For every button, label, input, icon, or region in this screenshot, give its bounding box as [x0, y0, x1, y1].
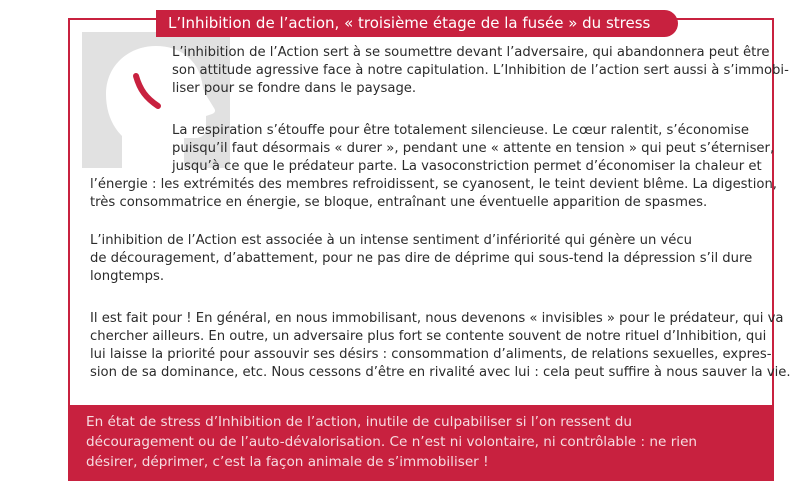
footer-line: désirer, déprimer, c’est la façon animale de s’immobiliser !: [86, 454, 489, 470]
text-line: l’énergie : les extrémités des membres refroidissent, se cyanosent, le teint devient blême. La digestion,: [90, 177, 778, 192]
text-line: puisqu’il faut désormais « durer », pendant une « attente en tension » qui peut s’éterniser,: [172, 141, 775, 156]
text-line: La respiration s’étouffe pour être totalement silencieuse. Le cœur ralentit, s’économise: [172, 123, 749, 138]
text-line: son attitude agressive face à notre capitulation. L’Inhibition de l’action sert aussi à s’immobi-: [172, 63, 789, 78]
text-line: de découragement, d’abattement, pour ne pas dire de déprime qui sous-tend la dépression s’il dure: [90, 251, 753, 266]
text-line: très consommatrice en énergie, se bloque, entraînant une éventuelle apparition de spasmes.: [90, 195, 708, 210]
text-line: lui laisse la priorité pour assouvir ses désirs : consommation d’aliments, de relations sexuelles, expres-: [90, 347, 772, 362]
paragraph-3: [90, 232, 752, 286]
text-line: L’inhibition de l’Action est associée à un intense sentiment d’infériorité qui génère un vécu: [90, 233, 693, 248]
paragraph-1: [172, 44, 789, 98]
text-line: longtemps.: [90, 269, 165, 284]
text-line: jusqu’à ce que le prédateur parte. La vasoconstriction permet d’économiser la chaleur et: [172, 159, 762, 174]
text-line: L’inhibition de l’Action sert à se soumettre devant l’adversaire, qui abandonnera peut être: [172, 45, 770, 60]
text-line: liser pour se fondre dans le paysage.: [172, 81, 417, 96]
footer-line: découragement ou de l’auto-dévalorisation. Ce n’est ni volontaire, ni contrôlable : ne rien: [86, 434, 698, 450]
paragraph-2: [90, 122, 777, 212]
text-line: Il est fait pour ! En général, en nous immobilisant, nous devenons « invisibles » pour le prédateur, qui va: [90, 311, 784, 326]
paragraph-4: [90, 310, 791, 382]
footer-line: En état de stress d’Inhibition de l’action, inutile de culpabiliser si l’on ressent du: [86, 414, 632, 430]
title-banner: L’Inhibition de l’action, « troisième étage de la fusée » du stress: [156, 10, 678, 37]
footer-callout: [68, 405, 774, 481]
text-line: chercher ailleurs. En outre, un adversaire plus fort se contente souvent de notre rituel d’Inhibition, qui: [90, 329, 767, 344]
text-line: sion de sa dominance, etc. Nous cessons d’être en rivalité avec lui : cela peut suffire à nous sauver la vie.: [90, 365, 791, 380]
